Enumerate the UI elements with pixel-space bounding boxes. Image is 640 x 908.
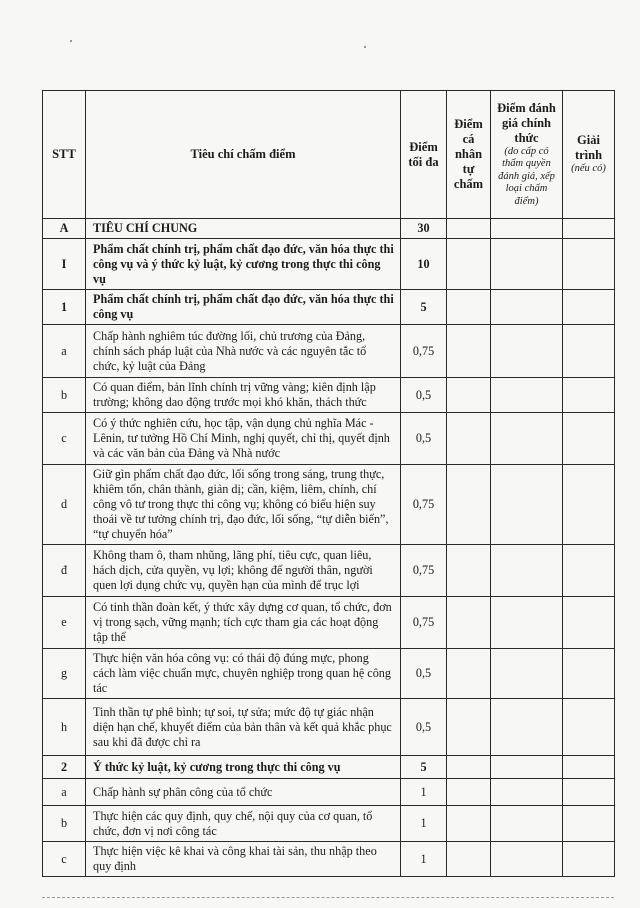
criteria-table bbox=[42, 90, 615, 877]
header-row bbox=[43, 91, 615, 219]
header-eval-score bbox=[491, 91, 563, 219]
row-max-score: 0,75 bbox=[401, 597, 447, 649]
row-explain-cell bbox=[563, 597, 615, 649]
row-eval-score-cell bbox=[491, 325, 563, 378]
row-criterion: Giữ gìn phẩm chất đạo đức, lối sống trong sáng, trung thực, khiêm tốn, chân thành, giản dị; cần, kiệm, liêm, chính, chí công vô tư trong thực thi công vụ; không có biểu hiện suy thoái về tư tưởng chính trị, đạo đức, lối sống, “tự diễn biến”, “tự chuyển hóa” bbox=[86, 465, 401, 545]
row-explain-cell bbox=[563, 545, 615, 597]
row-eval-score-cell bbox=[491, 842, 563, 877]
row-stt: h bbox=[43, 699, 86, 756]
row-stt: a bbox=[43, 325, 86, 378]
row-criterion: Chấp hành nghiêm túc đường lối, chủ trương của Đảng, chính sách pháp luật của Nhà nước và các nguyên tắc tổ chức, kỷ luật của Đảng bbox=[86, 325, 401, 378]
row-stt: b bbox=[43, 806, 86, 842]
row-max-score: 0,75 bbox=[401, 325, 447, 378]
row-explain-cell bbox=[563, 779, 615, 806]
row-self-score-cell bbox=[447, 239, 491, 290]
row-self-score-cell bbox=[447, 597, 491, 649]
table-row bbox=[43, 699, 615, 756]
row-eval-score-cell bbox=[491, 413, 563, 465]
row-explain-cell bbox=[563, 699, 615, 756]
row-max-score: 1 bbox=[401, 806, 447, 842]
row-max-score: 10 bbox=[401, 239, 447, 290]
table-row bbox=[43, 779, 615, 806]
row-max-score: 5 bbox=[401, 290, 447, 325]
table-row bbox=[43, 756, 615, 779]
row-criterion: Có tinh thần đoàn kết, ý thức xây dựng cơ quan, tổ chức, đơn vị trong sạch, vững mạnh; tích cực tham gia các hoạt động tập thể bbox=[86, 597, 401, 649]
table-row bbox=[43, 325, 615, 378]
scan-speck bbox=[70, 40, 72, 42]
row-max-score: 0,5 bbox=[401, 378, 447, 413]
table-row bbox=[43, 597, 615, 649]
row-self-score-cell bbox=[447, 219, 491, 239]
criteria-rows bbox=[43, 219, 615, 877]
row-stt: đ bbox=[43, 545, 86, 597]
row-max-score: 1 bbox=[401, 779, 447, 806]
scoring-sheet bbox=[42, 90, 614, 877]
row-criterion: Có ý thức nghiên cứu, học tập, vận dụng chủ nghĩa Mác - Lênin, tư tưởng Hồ Chí Minh, nghị quyết, chỉ thị, quyết định và các văn bản của Đảng và Nhà nước bbox=[86, 413, 401, 465]
row-criterion: Không tham ô, tham nhũng, lãng phí, tiêu cực, quan liêu, hách dịch, cửa quyền, vụ lợi; không để người thân, người quen lợi dụng chức vụ, quyền hạn của mình để trục lợi bbox=[86, 545, 401, 597]
row-explain-cell bbox=[563, 219, 615, 239]
table-row bbox=[43, 545, 615, 597]
row-eval-score-cell bbox=[491, 649, 563, 699]
row-criterion: Phẩm chất chính trị, phẩm chất đạo đức, văn hóa thực thi công vụ bbox=[86, 290, 401, 325]
row-criterion: Có quan điểm, bản lĩnh chính trị vững vàng; kiên định lập trường; không dao động trước mọi khó khăn, thách thức bbox=[86, 378, 401, 413]
row-eval-score-cell bbox=[491, 378, 563, 413]
row-max-score: 0,5 bbox=[401, 699, 447, 756]
row-criterion: TIÊU CHÍ CHUNG bbox=[86, 219, 401, 239]
header-eval-title: Điểm đánh giá chính thức bbox=[497, 100, 556, 145]
row-explain-cell bbox=[563, 756, 615, 779]
row-explain-cell bbox=[563, 325, 615, 378]
row-stt: c bbox=[43, 413, 86, 465]
table-row bbox=[43, 219, 615, 239]
table-row bbox=[43, 842, 615, 877]
row-self-score-cell bbox=[447, 699, 491, 756]
row-self-score-cell bbox=[447, 756, 491, 779]
table-row bbox=[43, 378, 615, 413]
row-criterion: Phẩm chất chính trị, phẩm chất đạo đức, văn hóa thực thi công vụ và ý thức kỷ luật, kỷ cương trong thực thi công vụ bbox=[86, 239, 401, 290]
row-max-score: 0,5 bbox=[401, 649, 447, 699]
header-criteria: Tiêu chí chấm điểm bbox=[86, 91, 401, 219]
row-stt: g bbox=[43, 649, 86, 699]
row-criterion: Ý thức kỷ luật, kỷ cương trong thực thi công vụ bbox=[86, 756, 401, 779]
row-explain-cell bbox=[563, 806, 615, 842]
row-stt: A bbox=[43, 219, 86, 239]
row-stt: 2 bbox=[43, 756, 86, 779]
header-stt: STT bbox=[43, 91, 86, 219]
row-explain-cell bbox=[563, 413, 615, 465]
row-explain-cell bbox=[563, 378, 615, 413]
row-max-score: 1 bbox=[401, 842, 447, 877]
row-criterion: Thực hiện việc kê khai và công khai tài sản, thu nhập theo quy định bbox=[86, 842, 401, 877]
scan-speck bbox=[364, 46, 366, 48]
row-max-score: 0,75 bbox=[401, 465, 447, 545]
row-self-score-cell bbox=[447, 779, 491, 806]
row-stt: b bbox=[43, 378, 86, 413]
row-eval-score-cell bbox=[491, 699, 563, 756]
row-stt: 1 bbox=[43, 290, 86, 325]
row-eval-score-cell bbox=[491, 545, 563, 597]
table-row bbox=[43, 239, 615, 290]
row-max-score: 30 bbox=[401, 219, 447, 239]
row-stt: a bbox=[43, 779, 86, 806]
row-criterion: Chấp hành sự phân công của tổ chức bbox=[86, 779, 401, 806]
row-eval-score-cell bbox=[491, 806, 563, 842]
row-eval-score-cell bbox=[491, 290, 563, 325]
row-eval-score-cell bbox=[491, 779, 563, 806]
row-self-score-cell bbox=[447, 290, 491, 325]
table-row bbox=[43, 413, 615, 465]
row-stt: c bbox=[43, 842, 86, 877]
table-row bbox=[43, 465, 615, 545]
row-max-score: 5 bbox=[401, 756, 447, 779]
row-eval-score-cell bbox=[491, 219, 563, 239]
row-explain-cell bbox=[563, 290, 615, 325]
row-self-score-cell bbox=[447, 842, 491, 877]
row-eval-score-cell bbox=[491, 597, 563, 649]
row-explain-cell bbox=[563, 842, 615, 877]
row-max-score: 0,75 bbox=[401, 545, 447, 597]
row-eval-score-cell bbox=[491, 239, 563, 290]
row-explain-cell bbox=[563, 649, 615, 699]
row-max-score: 0,5 bbox=[401, 413, 447, 465]
row-criterion: Tinh thần tự phê bình; tự soi, tự sửa; mức độ tự giác nhận diện hạn chế, khuyết điểm của bản thân và kết quả khắc phục sau khi đã được chỉ ra bbox=[86, 699, 401, 756]
row-eval-score-cell bbox=[491, 465, 563, 545]
row-criterion: Thực hiện văn hóa công vụ: có thái độ đúng mực, phong cách làm việc chuẩn mực, chuyên nghiệp trong quan hệ công tác bbox=[86, 649, 401, 699]
row-stt: e bbox=[43, 597, 86, 649]
row-criterion: Thực hiện các quy định, quy chế, nội quy của cơ quan, tổ chức, đơn vị nơi công tác bbox=[86, 806, 401, 842]
table-row bbox=[43, 806, 615, 842]
page-bottom-rule bbox=[42, 897, 614, 898]
row-self-score-cell bbox=[447, 649, 491, 699]
header-explain-note: (nếu có) bbox=[571, 163, 606, 175]
row-stt: d bbox=[43, 465, 86, 545]
header-max-score: Điểm tối đa bbox=[401, 91, 447, 219]
row-self-score-cell bbox=[447, 413, 491, 465]
row-explain-cell bbox=[563, 465, 615, 545]
header-eval-note: (do cấp có thẩm quyền đánh giá, xếp loại chấm điểm) bbox=[498, 145, 555, 207]
table-row bbox=[43, 649, 615, 699]
row-self-score-cell bbox=[447, 378, 491, 413]
row-self-score-cell bbox=[447, 325, 491, 378]
table-row bbox=[43, 290, 615, 325]
header-explain bbox=[563, 91, 615, 219]
header-self-score: Điểm cá nhân tự chấm bbox=[447, 91, 491, 219]
row-self-score-cell bbox=[447, 806, 491, 842]
header-explain-title: Giải trình bbox=[574, 133, 603, 163]
row-self-score-cell bbox=[447, 465, 491, 545]
row-self-score-cell bbox=[447, 545, 491, 597]
row-eval-score-cell bbox=[491, 756, 563, 779]
row-stt: I bbox=[43, 239, 86, 290]
row-explain-cell bbox=[563, 239, 615, 290]
